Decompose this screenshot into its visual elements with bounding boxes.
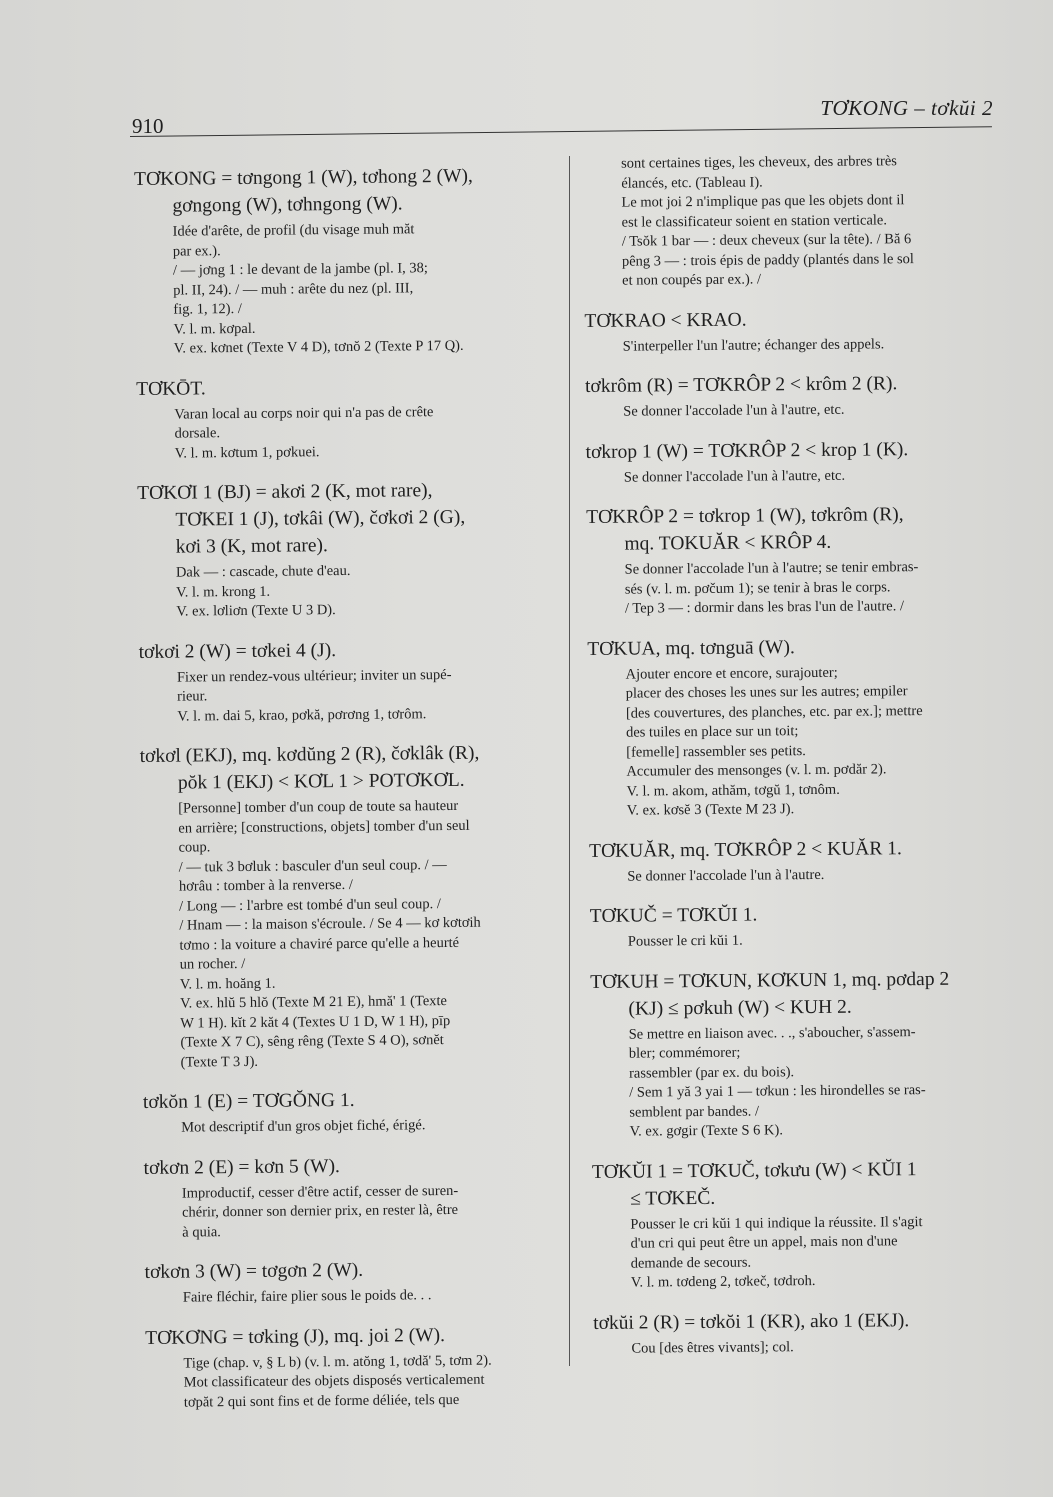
dictionary-entry [583,151,999,291]
headword-line: mq. TOKUĂR < KRÔP 4. [624,531,832,555]
definition-line: sés (v. l. m. pơčum 1); se tenir à bras le corps. [624,578,891,598]
definition-line: chérir, donner son dernier prix, en rester là, être [181,1201,459,1221]
definition-line: [femelle] rassembler ses petits. [626,742,806,761]
headword-line: pŏk 1 (EKJ) < KƠL 1 > POTƠKƠL. [177,769,465,794]
definition-line: tơpăt 2 qui sont fins et de forme déliée, tels que [183,1391,460,1411]
definition-line: / — tuk 3 bơluk : basculer d'un seul coup. / — [178,856,447,876]
definition-line: / — jơng 1 : le devant de la jambe (pl. I, 38; [172,260,428,279]
headword-line: TƠKUĂR, mq. TƠKRÔP 2 < KUĂR 1. [589,837,902,862]
entry-headword [587,632,1002,663]
definition-line: Se donner l'accolade l'un à l'autre, etc. [623,401,845,420]
definition-line: V. l. m. akom, athăm, tơgŭ 1, tơnôm. [626,781,840,800]
definition-line: V. ex. gơgir (Texte S 6 K). [629,1122,784,1140]
headword-line: tơkŭi 2 (R) = tơkŏi 1 (KR), ako 1 (EKJ). [593,1309,910,1334]
definition-line: V. l. m. tơdeng 2, tơkeč, tơdroh. [630,1273,816,1291]
headword-line: TƠKUH = TƠKUN, KƠKUN 1, mq. pơdap 2 [590,968,950,993]
dictionary-entry [139,634,560,727]
headword-line: TƠKUA, mq. tơnguā (W). [587,636,795,660]
entry-headword [584,304,999,335]
definition-line: / Long — : l'arbre est tombé d'un seul coup. / [179,895,441,915]
entry-headword [586,435,1001,466]
entry-headword [140,739,560,797]
definition-line: Ajouter encore et encore, surajouter; [625,664,838,683]
definition-line: rassembler (par ex. du bois). [628,1063,795,1082]
headword-line: TƠKRAO < KRAO. [584,309,747,332]
definition-line: pêng 3 — : trois épis de paddy (plantés dans le sol [621,250,914,270]
definition-line: V. l. m. hoăng 1. [179,975,276,993]
headword-line: tơkơi 2 (W) = tơkei 4 (J). [138,639,337,663]
definition-line: Mot classificateur des objets disposés verticalement [183,1371,485,1391]
entry-headword [590,899,1005,930]
left-column [134,162,566,1429]
definition-line: tơmo : la voiture a chaviré parce qu'elle a heurté [179,934,460,954]
definition-line: semblent par bandes. / [629,1103,760,1121]
headword-line: ≤ TƠKEČ. [630,1187,716,1210]
definition-line: V. ex. kơnet (Texte V 4 D), tơnŏ 2 (Texte P 17 Q). [173,337,464,357]
dictionary-entry [143,1150,564,1243]
dictionary-entry [589,834,1004,887]
headword-line: tơkrop 1 (W) = TƠKRÔP 2 < krop 1 (K). [585,438,909,463]
entry-headword [586,500,1001,558]
entry-headword [137,476,558,561]
page-number: 910 [132,114,164,138]
definition-line: Tige (chap. v, § L b) (v. l. m. atŏng 1, tơdă' 5, tơm 2). [183,1352,492,1372]
dictionary-entry [134,162,556,360]
definition-line: Improductif, cesser d'être actif, cesser de suren- [181,1182,459,1202]
definition-line: sont certaines tiges, les cheveux, des arbres très [621,153,897,172]
definition-line: [des couvertures, des planches, etc. par ex.]; mettre [625,702,923,722]
headword-line: kơi 3 (K, mot rare). [175,535,328,558]
definition-line: (Texte X 7 C), sêng rêng (Texte S 4 O), sơnĕt [180,1032,444,1051]
definition-line: en arrière; [constructions, objets] tomber d'un seul [178,817,470,837]
definition-line: Se donner l'accolade l'un à l'autre, etc. [623,467,846,486]
definition-line: [Personne] tomber d'un coup de toute sa hauteur [178,797,459,817]
definition-line: est le classificateur soient en station verticale. [621,211,888,231]
headword-line: (KJ) ≤ pơkuh (W) < KUH 2. [628,996,852,1020]
entry-headword [592,1155,1007,1213]
definition-line: V. ex. kơsĕ 3 (Texte M 23 J). [626,801,795,819]
definition-line: coup. [178,839,211,856]
definition-line: / Tsŏk 1 bar — : deux cheveux (sur la tête). / Bă 6 [621,231,912,250]
definition-line: d'un cri qui peut être un appel, mais non d'une [630,1233,898,1252]
definition-line: / Hnam — : la maison s'écroule. / Se 4 — kơ kơtơih [179,914,481,934]
definition-line: à quia. [182,1223,221,1241]
definition-line: et non coupés par ex.). / [622,271,762,289]
entry-headword [585,369,1000,400]
definition-line: Pousser le cri kŭi 1 qui indique la réussite. Il s'agit [630,1213,923,1233]
definition-line: S'interpeller l'un l'autre; échanger des appels. [622,335,885,355]
definition-line: élancés, etc. (Tableau I). [621,173,763,192]
definition-line: Varan local au corps noir qui n'a pas de crête [174,403,434,423]
definition-line: V. l. m. dai 5, krao, pơkă, pơrơng 1, tơrôm. [177,705,427,725]
entry-headword [139,634,559,665]
headword-line: TƠKƠI 1 (BJ) = akơi 2 (K, mot rare), [137,480,433,504]
definition-line: W 1 H). kĭt 2 kăt 4 (Textes U 1 D, W 1 H), pīp [180,1012,451,1032]
definition-line: V. ex. hlŭ 5 hlŏ (Texte M 21 E), hmă' 1 (Texte [179,993,448,1012]
dictionary-entry [140,739,563,1073]
definition-line: Mot descriptif d'un gros objet fiché, érigé. [181,1117,426,1136]
definition-line: Se mettre en liaison avec. . ., s'aboucher, s'assem- [628,1023,916,1043]
headword-line: TƠKRÔP 2 = tơkrop 1 (W), tơkrôm (R), [586,504,904,528]
definition-line: pl. II, 24). / — muh : arête du nez (pl. III, [173,279,414,299]
entry-headword [589,834,1004,865]
definition-line: Faire fléchir, faire plier sous le poids de. . . [182,1287,432,1306]
right-column [583,148,1009,1375]
definition-line: Dak — : cascade, chute d'eau. [175,562,351,581]
definition-line: / Tep 3 — : dormir dans les bras l'un de l'autre. / [624,598,905,617]
definition-line: / Sem 1 yă 3 yai 1 — tơkun : les hirondelles se ras- [629,1082,926,1101]
entry-headword [136,371,556,402]
definition-line: placer des choses les unes sur les autres; empiler [625,683,908,702]
dictionary-entry [590,899,1005,952]
definition-line: Se donner l'accolade l'un à l'autre; se tenir embras- [624,559,919,578]
dictionary-entry [587,632,1004,822]
headword-line: TƠKƠNG = tơking (J), mq. joi 2 (W). [145,1324,446,1349]
dictionary-entry [592,1155,1008,1294]
dictionary-entry [590,965,1007,1143]
dictionary-entry [143,1085,563,1139]
headword-line: tơkrôm (R) = TƠKRÔP 2 < krôm 2 (R). [584,373,898,397]
running-head: TƠKONG – tơkŭi 2 [820,96,993,120]
dictionary-entry [585,369,1000,422]
entry-headword [143,1085,563,1116]
definition-line: demande de secours. [630,1254,752,1272]
entry-headword [144,1255,564,1286]
headword-line: TƠKŬI 1 = TƠKUČ, tơkưu (W) < KŬI 1 [591,1158,917,1183]
definition-line: bler; commémorer; [628,1044,741,1062]
entry-headword [590,965,1005,1023]
headword-line: tơkơn 2 (E) = kơn 5 (W). [143,1155,340,1179]
column-divider [569,156,570,1366]
definition-line: dorsale. [174,425,221,442]
definition-line: V. l. m. kơpal. [173,320,256,338]
definition-line: Se donner l'accolade l'un à l'autre. [627,866,825,885]
headword-line: TƠKUČ = TƠKŬI 1. [589,904,758,927]
dictionary-entry [137,476,558,623]
headword-line: TƠKŌT. [136,377,206,400]
definition-line: Accumuler des mensonges (v. l. m. pơdăr 2). [626,761,887,780]
definition-line: V. l. m. krong 1. [176,583,271,601]
definition-line: V. ex. lơliơn (Texte U 3 D). [176,602,336,620]
definition-line: Le mot joi 2 n'implique pas que les objets dont il [621,192,905,211]
dictionary-entry [586,435,1001,488]
entry-headword [143,1150,563,1181]
header-rule [130,126,992,137]
definition-line: hơrâu : tomber à la renverse. / [178,876,353,895]
headword-line: tơkơn 3 (W) = tơgơn 2 (W). [144,1259,364,1283]
dictionary-entry [586,500,1002,619]
dictionary-entry [144,1255,564,1309]
headword-line: TƠKONG = tơngong 1 (W), tơhong 2 (W), [134,165,473,190]
headword-line: tơkơl (EKJ), mq. kơdŭng 2 (R), čơklâk (R), [139,742,480,767]
definition-line: Fixer un rendez-vous ultérieur; inviter un supé- [176,666,452,686]
dictionary-entry [593,1306,1008,1359]
definition-line: par ex.). [172,242,221,260]
definition-line: V. l. m. kơtum 1, pơkuei. [174,443,320,462]
definition-line: un rocher. / [179,955,246,973]
headword-line: gơngong (W), tơhngong (W). [172,193,403,217]
definition-line: fig. 1, 12). / [173,300,242,318]
entry-headword [134,162,554,220]
definition-line: Pousser le cri kŭi 1. [627,932,743,950]
definition-line: rieur. [177,688,208,705]
dictionary-entry [136,371,557,464]
headword-line: TƠKEI 1 (J), tơkâi (W), čơkơi 2 (G), [175,506,466,531]
dictionary-entry [145,1320,566,1413]
entry-headword [145,1320,565,1351]
definition-line: Idée d'arête, de profil (du visage muh măt [172,221,415,240]
headword-line: tơkŏn 1 (E) = TƠGŎNG 1. [142,1089,355,1113]
dictionary-entry [584,304,999,357]
entry-headword [593,1306,1008,1337]
definition-line: (Texte T 3 J). [180,1053,259,1071]
definition-line: Cou [des êtres vivants]; col. [631,1338,794,1357]
definition-line: des tuiles en place sur un toit; [625,723,799,741]
